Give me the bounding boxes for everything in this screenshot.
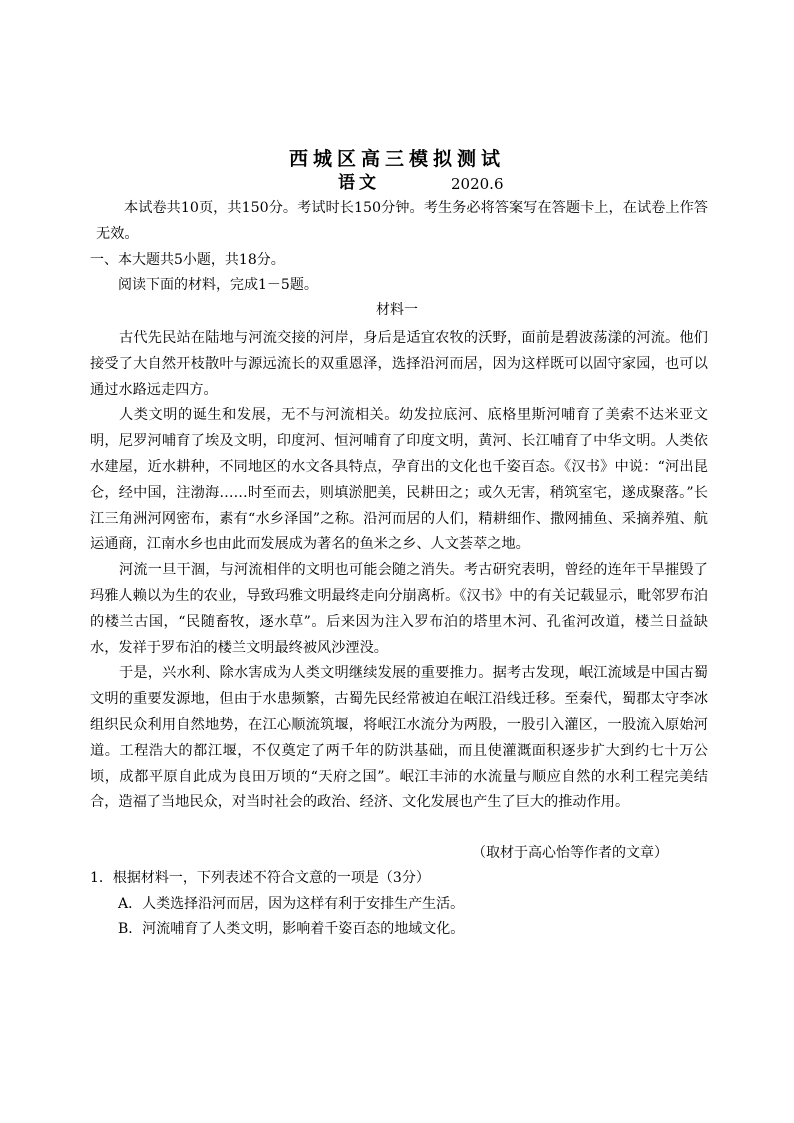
material-paragraph: 河流一旦干涸，与河流相伴的文明也可能会随之消失。考古研究表明，曾经的连年干旱摧毁了玛雅人赖以为生的农业，导致玛雅文明最终走向分崩离析。《汉书》中的有关记载显示，毗邻罗布泊的楼兰古国，“民随畜牧，逐水草”。后来因为注入罗布泊的塔里木河、孔雀河改道，楼兰日益缺水，发祥于罗布泊的楼兰文明最终被风沙湮没。 [90, 562, 708, 656]
exam-date: 2020.6 [451, 175, 504, 193]
question-1-stem: 1．根据材料一，下列表述不符合文意的一项是（3分） [90, 870, 430, 886]
material-paragraph: 人类文明的诞生和发展，无不与河流相关。幼发拉底河、底格里斯河哺育了美索不达米亚文明，尼罗河哺育了埃及文明，印度河、恒河哺育了印度文明，黄河、长江哺育了中华文明。人类依水建屋，近水耕种，不同地区的水文各具特点，孕育出的文化也千姿百态。《汉书》中说：“河出昆仑，经中国，注渤海……时至而去，则填淤肥美，民耕田之；或久无害，稍筑室宅，遂成聚落。”长江三角洲河网密布，素有“水乡泽国”之称。沿河而居的人们，精耕细作、撒网捕鱼、采摘养殖、航运通商，江南水乡也由此而发展成为著名的鱼米之乡、人文荟萃之地。 [90, 407, 708, 553]
material-paragraph: 古代先民站在陆地与河流交接的河岸，身后是适宜农牧的沃野，面前是碧波荡漾的河流。他们接受了大自然开枝散叶与源远流长的双重恩泽，选择沿河而居，因为这样既可以固守家园，也可以通过水路远走四方。 [90, 330, 708, 398]
question-1-option-a: A．人类选择沿河而居，因为这样有利于安排生产生活。 [118, 896, 465, 912]
material-title: 材料一 [376, 302, 418, 318]
material-one-body [90, 326, 708, 816]
source-note: （取材于高心怡等作者的文章） [472, 845, 668, 861]
subject-label: 语文 [338, 173, 380, 193]
section-heading: 一、本大题共5小题，共18分。 [90, 252, 285, 268]
exam-title: 西城区高三模拟测试 [288, 148, 505, 170]
exam-instructions: 本试卷共10页，共150分。考试时长150分钟。考生务必将答案写在答题卡上，在试卷上作答无效。 [96, 200, 708, 242]
reading-instruction: 阅读下面的材料，完成1－5题。 [118, 277, 318, 293]
question-1-option-b: B．河流哺育了人类文明，影响着千姿百态的地域文化。 [118, 921, 465, 937]
material-paragraph: 于是，兴水利、除水害成为人类文明继续发展的重要推力。据考古发现，岷江流域是中国古蜀文明的重要发源地，但由于水患频繁，古蜀先民经常被迫在岷江沿线迁移。至秦代，蜀郡太守李冰组织民众利用自然地势，在江心顺流筑堰，将岷江水流分为两股，一股引入灌区，一股流入原始河道。工程浩大的都江堰，不仅奠定了两千年的防洪基础，而且使灌溉面积逐步扩大到约七十万公顷，成都平原自此成为良田万顷的“天府之国”。岷江丰沛的水流量与顺应自然的水利工程完美结合，造福了当地民众，对当时社会的政治、经济、文化发展也产生了巨大的推动作用。 [90, 665, 708, 811]
